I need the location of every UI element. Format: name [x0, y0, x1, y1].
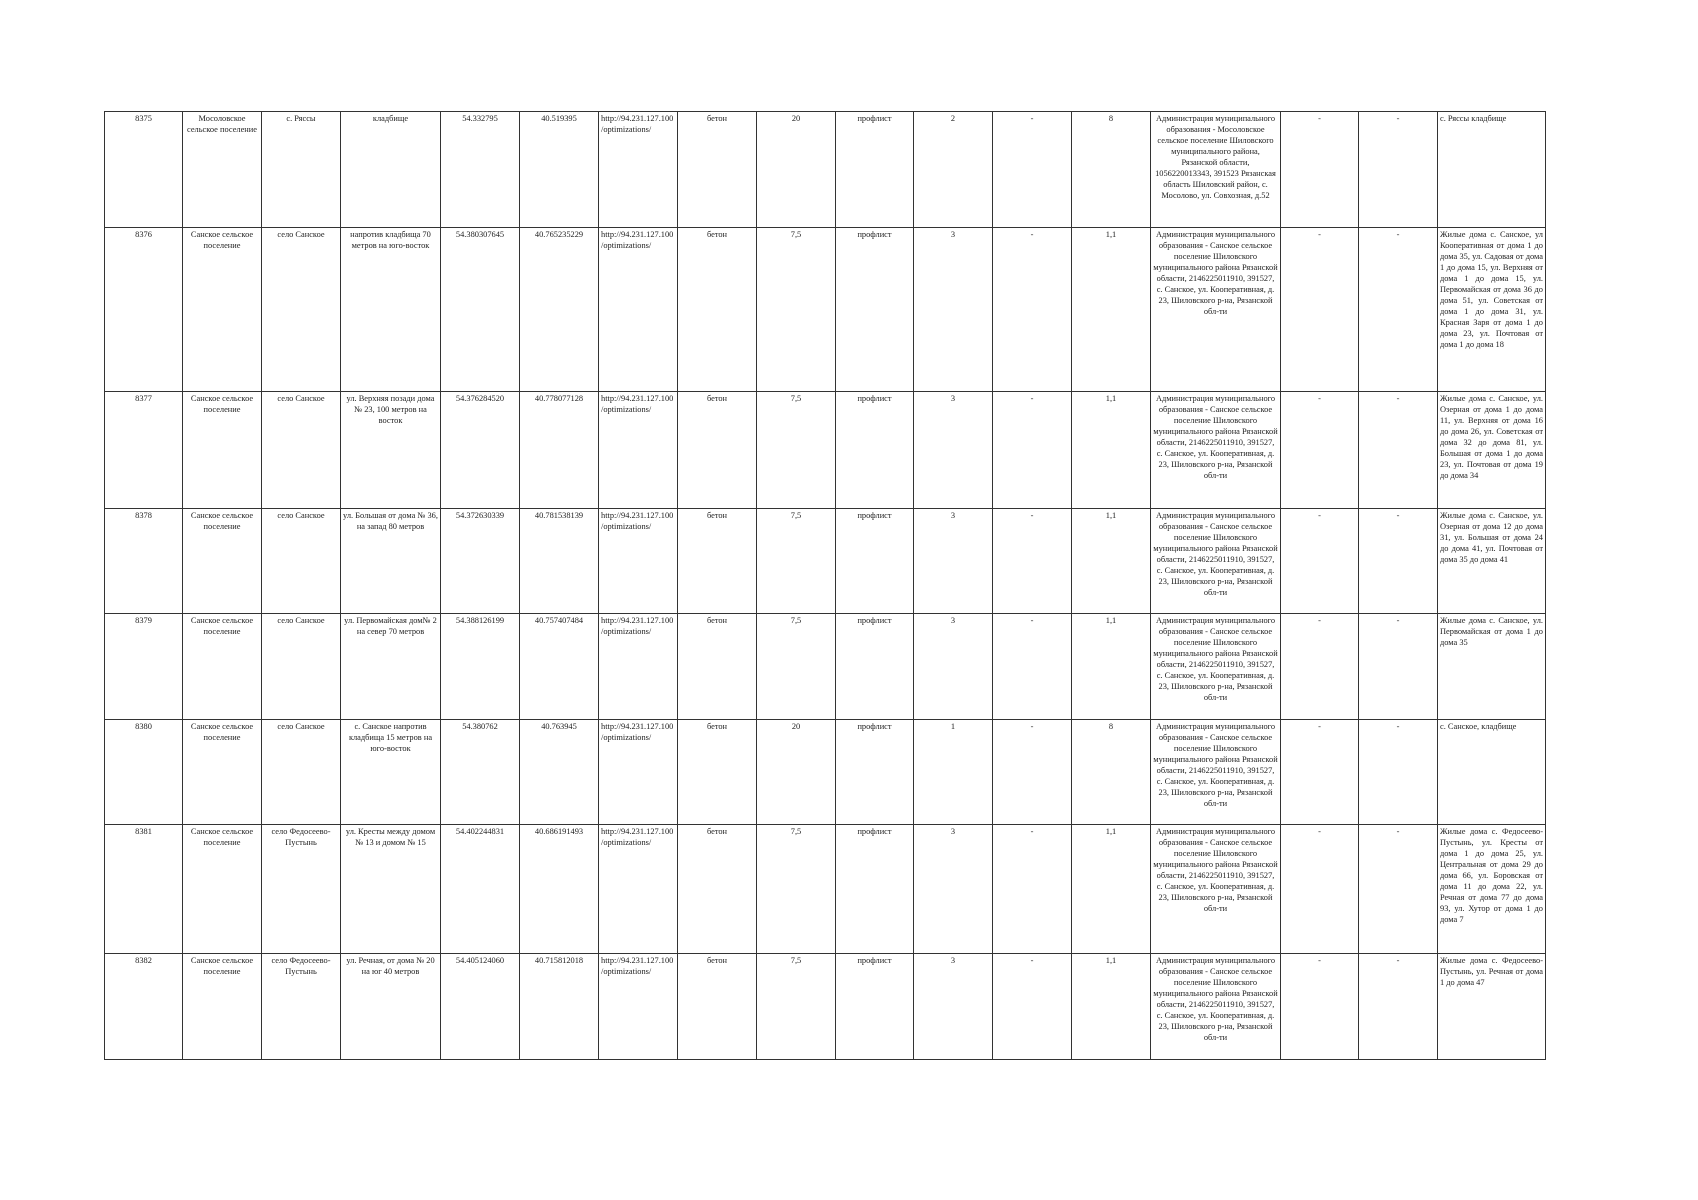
container-count-cell: 2 [914, 112, 993, 228]
placeholder-cell: - [1359, 509, 1438, 614]
container-count-cell: 3 [914, 392, 993, 509]
location-cell: ул. Кресты между домом № 13 и домом № 15 [341, 825, 441, 954]
location-cell: кладбище [341, 112, 441, 228]
waste-sources-cell: Жилые дома с. Санское, ул. Озерная от дома 1 до дома 11, ул. Верхняя от дома 16 до дома 26, ул. Советская от дома 32 до дома 81, ул. Большая от дома 1 до дома 23, ул. Почтовая от дома 19 до дома 34 [1438, 392, 1546, 509]
latitude-cell: 54.380762 [441, 720, 520, 825]
fence-cell: профлист [836, 720, 914, 825]
longitude-cell: 40.757407484 [520, 614, 599, 720]
locality-cell: село Санское [262, 228, 341, 392]
locality-cell: село Санское [262, 509, 341, 614]
owner-cell: Администрация муниципального образования - Санское сельское поселение Шиловского муниципального района Рязанской области, 2146225011910, 391527, с. Санское, ул. Кооперативная, д. 23, Шиловского р-на, Рязанской обл-ти [1151, 509, 1281, 614]
placeholder-cell: - [1359, 720, 1438, 825]
owner-cell: Администрация муниципального образования - Санское сельское поселение Шиловского муниципального района Рязанской области, 2146225011910, 391527, с. Санское, ул. Кооперативная, д. 23, Шиловского р-на, Рязанской обл-ти [1151, 720, 1281, 825]
placeholder-cell: - [993, 614, 1072, 720]
settlement-cell: Санское сельское поселение [183, 509, 262, 614]
placeholder-cell: - [1359, 228, 1438, 392]
container-volume-cell: 8 [1072, 720, 1151, 825]
locality-cell: село Санское [262, 720, 341, 825]
area-cell: 7,5 [757, 614, 836, 720]
waste-sources-cell: Жилые дома с. Санское, ул Кооперативная от дома 1 до дома 35, ул. Садовая от дома 1 до дома 15, ул. Верхняя от дома 1 до дома 15, ул. Первомайская от дома 36 до дома 51, ул. Советская от дома 1 до дома 31, ул. Красная Заря от дома 1 до дома 23, ул. Почтовая от дома 1 до дома 18 [1438, 228, 1546, 392]
container-count-cell: 3 [914, 228, 993, 392]
placeholder-cell: - [993, 825, 1072, 954]
placeholder-cell: - [1281, 720, 1359, 825]
placeholder-cell: - [1281, 112, 1359, 228]
table-row [105, 614, 1546, 720]
settlement-cell: Санское сельское поселение [183, 825, 262, 954]
surface-cell: бетон [678, 392, 757, 509]
placeholder-cell: - [993, 112, 1072, 228]
table-row [105, 112, 1546, 228]
area-cell: 7,5 [757, 509, 836, 614]
container-volume-cell: 1,1 [1072, 392, 1151, 509]
table-row [105, 392, 1546, 509]
location-cell: ул. Большая от дома № 36, на запад 80 метров [341, 509, 441, 614]
settlement-cell: Санское сельское поселение [183, 720, 262, 825]
map-link-cell[interactable]: http://94.231.127.100/optimizations/ [599, 392, 678, 509]
area-cell: 7,5 [757, 825, 836, 954]
owner-cell: Администрация муниципального образования - Санское сельское поселение Шиловского муниципального района Рязанской области, 2146225011910, 391527, с. Санское, ул. Кооперативная, д. 23, Шиловского р-на, Рязанской обл-ти [1151, 228, 1281, 392]
container-volume-cell: 1,1 [1072, 825, 1151, 954]
latitude-cell: 54.332795 [441, 112, 520, 228]
waste-sources-cell: Жилые дома с. Санское, ул. Первомайская от дома 1 до дома 35 [1438, 614, 1546, 720]
location-cell: ул. Верхняя позади дома № 23, 100 метров на восток [341, 392, 441, 509]
locality-cell: село Санское [262, 614, 341, 720]
latitude-cell: 54.380307645 [441, 228, 520, 392]
container-count-cell: 3 [914, 509, 993, 614]
area-cell: 20 [757, 720, 836, 825]
fence-cell: профлист [836, 509, 914, 614]
placeholder-cell: - [1281, 228, 1359, 392]
placeholder-cell: - [993, 720, 1072, 825]
locality-cell: село Федосеево-Пустынь [262, 954, 341, 1060]
map-link-cell[interactable]: http://94.231.127.100/optimizations/ [599, 228, 678, 392]
location-cell: с. Санское напротив кладбища 15 метров на юго-восток [341, 720, 441, 825]
record-number-cell: 8382 [105, 954, 183, 1060]
record-number-cell: 8377 [105, 392, 183, 509]
longitude-cell: 40.763945 [520, 720, 599, 825]
placeholder-cell: - [1359, 954, 1438, 1060]
longitude-cell: 40.519395 [520, 112, 599, 228]
map-link-cell[interactable]: http://94.231.127.100/optimizations/ [599, 825, 678, 954]
surface-cell: бетон [678, 614, 757, 720]
record-number-cell: 8379 [105, 614, 183, 720]
latitude-cell: 54.372630339 [441, 509, 520, 614]
latitude-cell: 54.376284520 [441, 392, 520, 509]
placeholder-cell: - [993, 392, 1072, 509]
container-volume-cell: 8 [1072, 112, 1151, 228]
area-cell: 7,5 [757, 954, 836, 1060]
owner-cell: Администрация муниципального образования - Санское сельское поселение Шиловского муниципального района Рязанской области, 2146225011910, 391527, с. Санское, ул. Кооперативная, д. 23, Шиловского р-на, Рязанской обл-ти [1151, 954, 1281, 1060]
owner-cell: Администрация муниципального образования - Санское сельское поселение Шиловского муниципального района Рязанской области, 2146225011910, 391527, с. Санское, ул. Кооперативная, д. 23, Шиловского р-на, Рязанской обл-ти [1151, 614, 1281, 720]
placeholder-cell: - [1281, 392, 1359, 509]
registry-table [104, 111, 1546, 1060]
container-count-cell: 3 [914, 825, 993, 954]
surface-cell: бетон [678, 228, 757, 392]
location-cell: ул. Первомайская дом№ 2 на север 70 метров [341, 614, 441, 720]
fence-cell: профлист [836, 112, 914, 228]
container-volume-cell: 1,1 [1072, 954, 1151, 1060]
table-row [105, 509, 1546, 614]
placeholder-cell: - [1281, 614, 1359, 720]
settlement-cell: Санское сельское поселение [183, 392, 262, 509]
longitude-cell: 40.686191493 [520, 825, 599, 954]
waste-sources-cell: Жилые дома с. Федосеево-Пустынь, ул. Речная от дома 1 до дома 47 [1438, 954, 1546, 1060]
waste-sources-cell: Жилые дома с. Федосеево-Пустынь, ул. Кресты от дома 1 до дома 25, ул. Центральная от дома 29 до дома 66, ул. Боровская от дома 11 до дома 22, ул. Речная от дома 77 до дома 93, ул. Хутор от дома 1 до дома 7 [1438, 825, 1546, 954]
container-volume-cell: 1,1 [1072, 509, 1151, 614]
area-cell: 7,5 [757, 392, 836, 509]
container-volume-cell: 1,1 [1072, 614, 1151, 720]
settlement-cell: Санское сельское поселение [183, 228, 262, 392]
record-number-cell: 8381 [105, 825, 183, 954]
settlement-cell: Санское сельское поселение [183, 614, 262, 720]
map-link-cell[interactable]: http://94.231.127.100/optimizations/ [599, 954, 678, 1060]
locality-cell: село Санское [262, 392, 341, 509]
record-number-cell: 8376 [105, 228, 183, 392]
table-row [105, 228, 1546, 392]
record-number-cell: 8378 [105, 509, 183, 614]
longitude-cell: 40.765235229 [520, 228, 599, 392]
surface-cell: бетон [678, 509, 757, 614]
placeholder-cell: - [993, 509, 1072, 614]
container-volume-cell: 1,1 [1072, 228, 1151, 392]
locality-cell: с. Ряссы [262, 112, 341, 228]
locality-cell: село Федосеево-Пустынь [262, 825, 341, 954]
location-cell: напротив кладбища 70 метров на юго-восток [341, 228, 441, 392]
placeholder-cell: - [1281, 509, 1359, 614]
waste-sources-cell: Жилые дома с. Санское, ул. Озерная от дома 12 до дома 31, ул. Большая от дома 24 до дома 41, ул. Почтовая от дома 35 до дома 41 [1438, 509, 1546, 614]
placeholder-cell: - [1281, 825, 1359, 954]
fence-cell: профлист [836, 614, 914, 720]
surface-cell: бетон [678, 825, 757, 954]
record-number-cell: 8380 [105, 720, 183, 825]
container-count-cell: 1 [914, 720, 993, 825]
table-row [105, 954, 1546, 1060]
fence-cell: профлист [836, 825, 914, 954]
surface-cell: бетон [678, 112, 757, 228]
latitude-cell: 54.402244831 [441, 825, 520, 954]
map-link-cell[interactable]: http://94.231.127.100/optimizations/ [599, 112, 678, 228]
table-row [105, 720, 1546, 825]
longitude-cell: 40.781538139 [520, 509, 599, 614]
owner-cell: Администрация муниципального образования - Санское сельское поселение Шиловского муниципального района Рязанской области, 2146225011910, 391527, с. Санское, ул. Кооперативная, д. 23, Шиловского р-на, Рязанской обл-ти [1151, 825, 1281, 954]
placeholder-cell: - [1359, 825, 1438, 954]
location-cell: ул. Речная, от дома № 20 на юг 40 метров [341, 954, 441, 1060]
fence-cell: профлист [836, 392, 914, 509]
area-cell: 7,5 [757, 228, 836, 392]
latitude-cell: 54.388126199 [441, 614, 520, 720]
longitude-cell: 40.778077128 [520, 392, 599, 509]
fence-cell: профлист [836, 954, 914, 1060]
latitude-cell: 54.405124060 [441, 954, 520, 1060]
surface-cell: бетон [678, 954, 757, 1060]
placeholder-cell: - [993, 954, 1072, 1060]
owner-cell: Администрация муниципального образования - Мосоловское сельское поселение Шиловского муниципального района, Рязанской области, 1056220013343, 391523 Рязанская область Шиловский район, с. Мосолово, ул. Совхозная, д.52 [1151, 112, 1281, 228]
map-link-cell[interactable]: http://94.231.127.100/optimizations/ [599, 614, 678, 720]
table-row [105, 825, 1546, 954]
settlement-cell: Мосоловское сельское поселение [183, 112, 262, 228]
container-count-cell: 3 [914, 954, 993, 1060]
record-number-cell: 8375 [105, 112, 183, 228]
placeholder-cell: - [1359, 614, 1438, 720]
map-link-cell[interactable]: http://94.231.127.100/optimizations/ [599, 509, 678, 614]
placeholder-cell: - [1281, 954, 1359, 1060]
waste-sources-cell: с. Ряссы кладбище [1438, 112, 1546, 228]
surface-cell: бетон [678, 720, 757, 825]
settlement-cell: Санское сельское поселение [183, 954, 262, 1060]
placeholder-cell: - [993, 228, 1072, 392]
container-count-cell: 3 [914, 614, 993, 720]
fence-cell: профлист [836, 228, 914, 392]
longitude-cell: 40.715812018 [520, 954, 599, 1060]
area-cell: 20 [757, 112, 836, 228]
owner-cell: Администрация муниципального образования - Санское сельское поселение Шиловского муниципального района Рязанской области, 2146225011910, 391527, с. Санское, ул. Кооперативная, д. 23, Шиловского р-на, Рязанской обл-ти [1151, 392, 1281, 509]
map-link-cell[interactable]: http://94.231.127.100/optimizations/ [599, 720, 678, 825]
placeholder-cell: - [1359, 112, 1438, 228]
placeholder-cell: - [1359, 392, 1438, 509]
waste-sources-cell: с. Санское, кладбище [1438, 720, 1546, 825]
